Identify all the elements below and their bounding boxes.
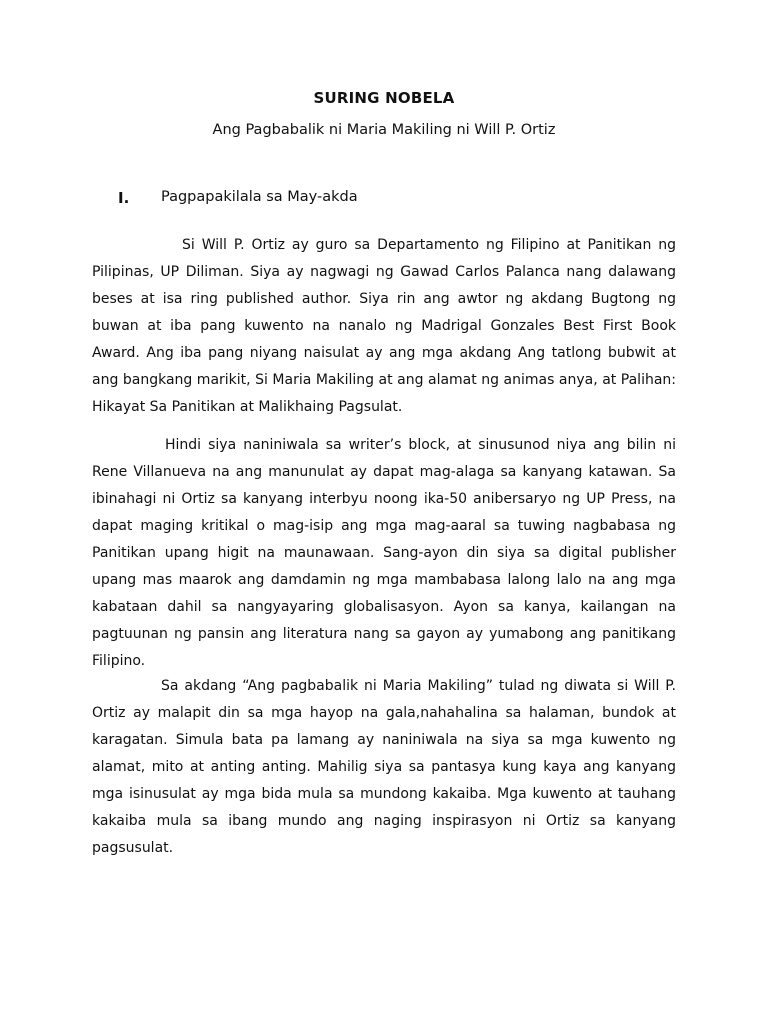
paragraph-text: Sa akdang “Ang pagbabalik ni Maria Makiling” tulad ng diwata si Will P. Ortiz ay malapit din sa mga hayop na gala,nahahalina sa halaman, bundok at karagatan. Simula bata pa lamang ay naniniwala na siya sa mga kuwento ng alamat, mito at anting anting. Mahilig siya sa pantasya kung kaya ang kanyang mga isinusulat ay mga bida mula sa mundong kakaiba. Mga kuwento at tauhang kakaiba mula sa ibang mundo ang naging inspirasyon ni Ortiz sa kanyang pagsusulat. xyxy=(92,678,676,856)
section-number: I. xyxy=(118,189,130,207)
paragraph-text: Hindi siya naniniwala sa writer’s block, at sinusunod niya ang bilin ni Rene Villanueva na ang manunulat ay dapat mag-alaga sa kanyang katawan. Sa ibinahagi ni Ortiz sa kanyang interbyu noong ika-50 anibersaryo ng UP Press, na dapat maging kritikal o mag-isip ang mga mag-aaral sa tuwing nagbabasa ng Panitikan upang higit na maunawaan. Sang-ayon din siya sa digital publisher upang mas maarok ang damdamin ng mga mambabasa lalong lalo na ang mga kabataan dahil sa nangyayaring globalisasyon. Ayon sa kanya, kailangan na pagtuunan ng pansin ang literatura nang sa gayon ay yumabong ang panitikang Filipino. xyxy=(92,437,676,669)
document-title: SURING NOBELA xyxy=(313,89,455,107)
document-subtitle: Ang Pagbabalik ni Maria Makiling ni Will P. Ortiz xyxy=(212,122,556,138)
paragraph-inspiration xyxy=(92,673,676,862)
paragraph-author-intro xyxy=(92,232,676,421)
section-heading: Pagpapakilala sa May-akda xyxy=(161,189,358,205)
paragraph-writing-views xyxy=(92,432,676,675)
paragraph-text: Si Will P. Ortiz ay guro sa Departamento ng Filipino at Panitikan ng Pilipinas, UP Diliman. Siya ay nagwagi ng Gawad Carlos Palanca nang dalawang beses at isa ring published author. Siya rin ang awtor ng akdang Bugtong ng buwan at iba pang kuwento na nanalo ng Madrigal Gonzales Best First Book Award. Ang iba pang niyang naisulat ay ang mga akdang Ang tatlong bubwit at ang bangkang marikit, Si Maria Makiling at ang alamat ng animas anya, at Palihan: Hikayat Sa Panitikan at Malikhaing Pagsulat. xyxy=(92,237,676,415)
